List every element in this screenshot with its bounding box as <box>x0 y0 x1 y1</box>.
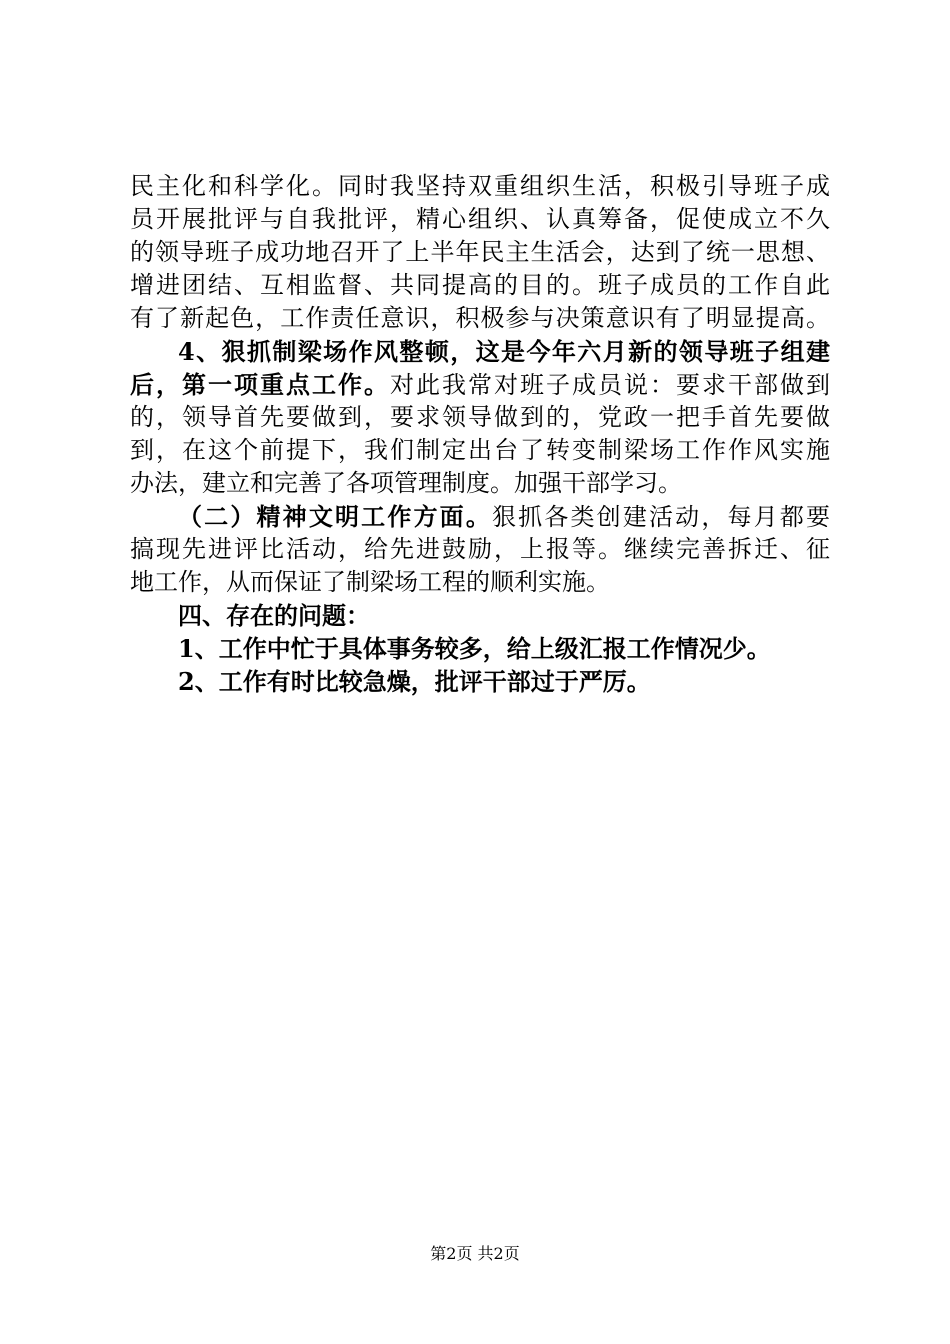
body-text: 增进团结、互相监督、共同提高的目的。班子成员的工作自此 <box>130 271 830 299</box>
page-number-text: 第2页 共2页 <box>430 1244 520 1263</box>
paragraph-line <box>130 269 830 302</box>
paragraph-line <box>130 500 830 533</box>
body-text: 地工作，从而保证了制梁场工程的顺利实施。 <box>130 568 610 596</box>
paragraph-line <box>130 566 830 599</box>
paragraph-line <box>130 203 830 236</box>
page-footer <box>0 1241 950 1264</box>
bold-text: 2、工作有时比较急燥，批评干部过于严厉。 <box>178 667 651 696</box>
paragraph-line <box>130 632 830 665</box>
body-text: 搞现先进评比活动，给先进鼓励，上报等。继续完善拆迁、征 <box>130 535 830 563</box>
bold-text: 四、存在的问题： <box>178 601 370 630</box>
paragraph-line <box>130 434 830 467</box>
paragraph-line <box>130 170 830 203</box>
body-text: 对此我常对班子成员说：要求干部做到 <box>390 371 830 399</box>
body-text: 办法，建立和完善了各项管理制度。加强干部学习。 <box>130 469 682 497</box>
paragraph-line <box>130 401 830 434</box>
paragraph-line <box>130 302 830 335</box>
paragraph-line <box>130 335 830 368</box>
paragraph-line <box>130 368 830 401</box>
bold-text: 1、工作中忙于具体事务较多，给上级汇报工作情况少。 <box>178 634 771 663</box>
paragraph-line <box>130 599 830 632</box>
body-text: 民主化和科学化。同时我坚持双重组织生活，积极引导班子成 <box>130 172 830 200</box>
document-body <box>130 170 830 698</box>
bold-text: 后，第一项重点工作。 <box>130 370 390 399</box>
bold-text: 4、狠抓制梁场作风整顿，这是今年六月新的领导班子组建 <box>178 337 830 366</box>
body-text: 员开展批评与自我批评，精心组织、认真筹备，促使成立不久 <box>130 205 830 233</box>
body-text: 狠抓各类创建活动，每月都要 <box>492 503 830 531</box>
bold-text: （二）精神文明工作方面。 <box>178 502 492 531</box>
body-text: 到，在这个前提下，我们制定出台了转变制梁场工作作风实施 <box>130 436 830 464</box>
paragraph-line <box>130 236 830 269</box>
paragraph-line <box>130 665 830 698</box>
body-text: 的，领导首先要做到，要求领导做到的，党政一把手首先要做 <box>130 403 830 431</box>
body-text: 有了新起色，工作责任意识，积极参与决策意识有了明显提高。 <box>130 304 830 332</box>
paragraph-line <box>130 533 830 566</box>
paragraph-line <box>130 467 830 500</box>
body-text: 的领导班子成功地召开了上半年民主生活会，达到了统一思想、 <box>130 238 830 266</box>
